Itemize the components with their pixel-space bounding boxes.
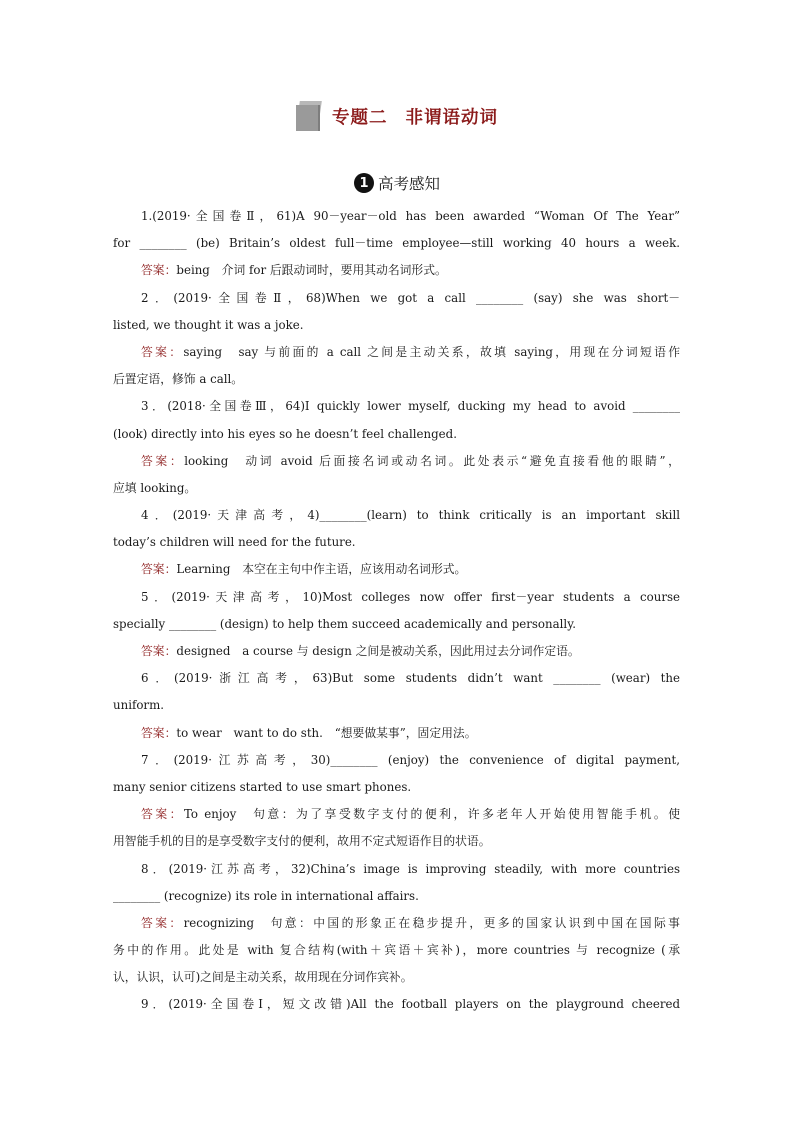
question-line: 1.(2019·全国卷Ⅱ，61)A 90－year－old has been awarded “Woman Of The Year” [141, 209, 680, 223]
answer-text: designed a course 与 design 之间是被动关系，因此用过去分词作定语。 [176, 644, 580, 658]
question-line: ________ (recognize) its role in international affairs. [113, 888, 419, 903]
answer-continuation: 应填 looking。 [113, 480, 197, 495]
title-part2: 非谓语动词 [405, 107, 498, 128]
answer-line [113, 556, 680, 583]
answer-line [113, 638, 680, 665]
answer-continuation: 认，认识，认可)之间是主动关系，故用现在分词作宾补。 [113, 970, 413, 985]
answer-label: 答案： [141, 644, 177, 658]
section-label: 高考感知 [377, 175, 440, 193]
question-line: for ________ (be) Britain’s oldest full－time employee—still working 40 hours a week. [113, 236, 680, 251]
answer-line [113, 257, 680, 284]
question-line: 6．(2019·浙江高考，63)But some students didn’t want ________ (wear) the [141, 671, 680, 686]
answer-text: To enjoy 句意：为了享受数字支付的便利，许多老年人开始使用智能手机。使 [183, 807, 680, 822]
title-part1: 专题二 [332, 107, 388, 128]
book-stack-icon [296, 101, 322, 131]
answer-continuation: 用智能手机的目的是享受数字支付的便利，故用不定式短语作目的状语。 [113, 834, 491, 849]
question-body [113, 203, 680, 1019]
answer-label: 答案： [141, 453, 185, 468]
question-line: specially ________ (design) to help them succeed academically and personally. [113, 616, 577, 631]
question-line: (look) directly into his eyes so he doesn’t feel challenged. [113, 426, 457, 441]
question-line: 2．(2019·全国卷Ⅱ，68)When we got a call ________ (say) she was short－ [141, 290, 680, 305]
section-number-badge: 1 [354, 173, 374, 193]
answer-line [113, 448, 680, 475]
question-line: uniform. [113, 698, 165, 713]
question-line: today’s children will need for the future. [113, 535, 356, 550]
answer-line [113, 339, 680, 366]
answer-label: 答案： [141, 562, 177, 577]
answer-line [113, 910, 680, 937]
section-heading [0, 172, 794, 194]
answer-text: saying say 与前面的 a call 之间是主动关系，故填 saying，用现在分词短语作 [183, 344, 680, 359]
answer-text: looking 动词 avoid 后面接名词或动名词。此处表示“避免直接看他的眼睛”， [184, 453, 680, 468]
question-line: 3．(2018·全国卷Ⅲ，64)I quickly lower myself, ducking my head to avoid ________ [141, 399, 680, 414]
answer-line [113, 720, 680, 747]
answer-text: to wear want to do sth. “想要做某事”，固定用法。 [176, 725, 477, 740]
question-line: 5．(2019·天津高考，10)Most colleges now offer first－year students a course [141, 589, 680, 604]
answer-continuation: 后置定语，修饰 a call。 [113, 372, 244, 387]
answer-label: 答案： [141, 807, 184, 822]
question-line: listed, we thought it was a joke. [113, 317, 304, 332]
page-title [0, 96, 794, 136]
answer-label: 答案： [141, 344, 184, 359]
answer-continuation: 务中的作用。此处是 with 复合结构(with＋宾语＋宾补)，more countries 与 recognize (承 [113, 943, 680, 958]
answer-label: 答案： [141, 725, 177, 740]
answer-label: 答案： [141, 915, 184, 930]
question-line: 4．(2019·天津高考，4)________(learn) to think critically is an important skill [141, 508, 680, 523]
question-line: many senior citizens started to use smart phones. [113, 779, 412, 794]
answer-text: recognizing 句意：中国的形象正在稳步提升，更多的国家认识到中国在国际事 [183, 915, 680, 930]
answer-label: 答案： [141, 263, 177, 278]
answer-line [113, 801, 680, 828]
question-line: 9．(2019·全国卷Ⅰ，短文改错)All the football players on the playground cheered [141, 997, 680, 1012]
question-line: 7．(2019·江苏高考，30)________ (enjoy) the convenience of digital payment, [141, 752, 680, 767]
answer-text: being 介词 for 后跟动词时，要用其动名词形式。 [176, 263, 447, 278]
answer-text: Learning 本空在主句中作主语，应该用动名词形式。 [176, 562, 467, 577]
question-line: 8．(2019·江苏高考，32)China’s image is improving steadily, with more countries [141, 861, 680, 876]
